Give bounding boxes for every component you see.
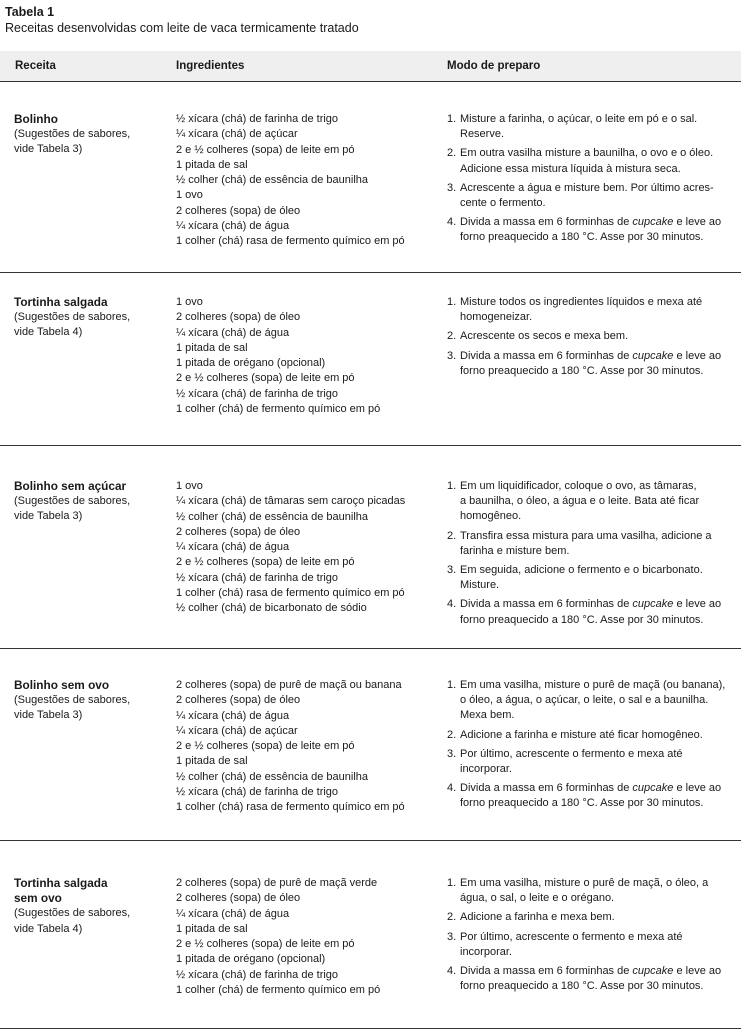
table-caption: [5, 4, 359, 36]
step-line: Acrescente os secos e mexa bem.: [460, 330, 629, 343]
step-line: Em seguida, adicione o fermento e o bicarbonato.: [460, 564, 703, 577]
row-divider: [0, 840, 741, 841]
ingredient-item: 1 colher (chá) rasa de fermento químico em pó: [176, 587, 405, 600]
method-step: [447, 479, 741, 525]
method-step: [447, 964, 741, 994]
recipe-cell: [14, 678, 164, 724]
header-recipe: Receita: [15, 60, 56, 72]
step-number: 1.: [447, 296, 457, 308]
step-line: forno preaquecido a 180 °C. Asse por 30 minutos.: [460, 364, 704, 377]
ingredient-item: ¼ xícara (chá) de açúcar: [176, 724, 298, 737]
ingredient-item: ¼ xícara (chá) de água: [176, 709, 290, 722]
method-steps: [447, 678, 741, 816]
step-line: farinha e misture bem.: [460, 544, 570, 557]
method-step: [447, 597, 741, 627]
step-line: Em um liquidificador, coloque o ovo, as tâmaras,: [460, 480, 697, 492]
method-step: [447, 295, 741, 325]
step-number: 3.: [447, 747, 457, 760]
method-step: [447, 181, 741, 211]
step-text: Divida a massa em 6 forminhas de: [460, 965, 633, 978]
method-step: [447, 112, 741, 142]
step-line: [460, 964, 741, 979]
method-step: [447, 781, 741, 811]
table-title: Tabela 1: [5, 5, 55, 19]
ingredient-item: 1 ovo: [176, 296, 203, 308]
ingredient-item: 2 colheres (sopa) de óleo: [176, 525, 301, 538]
step-line: incorporar.: [460, 763, 512, 776]
row-divider: [0, 1028, 741, 1029]
ingredient-item: 1 pitada de sal: [176, 158, 248, 171]
ingredient-item: ¼ xícara (chá) de água: [176, 541, 290, 554]
step-line: Em uma vasilha, misture o purê de maçã, o óleo, a: [460, 877, 709, 889]
step-line: Misture.: [460, 579, 500, 592]
header-ingredients: Ingredientes: [176, 60, 245, 72]
row-divider: [0, 648, 741, 649]
step-text: Divida a massa em 6 forminhas de: [460, 349, 633, 362]
method-step: [447, 728, 741, 743]
step-number: 4.: [447, 965, 457, 978]
recipe-name: Bolinho sem ovo: [14, 678, 110, 692]
ingredient-item: 2 colheres (sopa) de óleo: [176, 311, 301, 324]
step-text-italic: cupcake: [632, 598, 674, 611]
step-line: Misture todos os ingredientes líquidos e mexa até: [460, 296, 703, 308]
step-line: cente o fermento.: [460, 197, 546, 210]
step-line: Reserve.: [460, 128, 505, 141]
recipe-name: sem ovo: [14, 891, 62, 906]
recipe-name: Bolinho: [14, 112, 58, 126]
step-text: e leve ao: [673, 349, 722, 362]
step-number: 2.: [447, 911, 457, 924]
ingredient-item: 1 pitada de sal: [176, 755, 248, 768]
ingredient-item: 1 pitada de orégano (opcional): [176, 357, 326, 370]
step-line: o óleo, a água, o açúcar, o leite, o sal e a baunilha.: [460, 694, 709, 707]
ingredient-item: 1 colher (chá) de fermento químico em pó: [176, 403, 381, 416]
recipe-name: Tortinha salgada: [14, 876, 108, 890]
ingredient-item: ½ xícara (chá) de farinha de trigo: [176, 113, 339, 125]
step-number: 4.: [447, 782, 457, 795]
ingredient-item: 2 colheres (sopa) de purê de maçã ou banana: [176, 679, 402, 691]
recipe-cell: [14, 295, 164, 341]
step-line: Transfira essa mistura para uma vasilha, adicione a: [460, 529, 712, 542]
step-text-italic: cupcake: [632, 349, 674, 362]
recipe-name: Bolinho sem açúcar: [14, 479, 127, 493]
step-line: Adicione a farinha e mexa bem.: [460, 911, 615, 924]
ingredient-item: 2 colheres (sopa) de óleo: [176, 694, 301, 707]
step-number: 2.: [447, 529, 457, 542]
ingredients-list: [176, 112, 436, 250]
step-number: 1.: [447, 113, 457, 125]
method-step: [447, 529, 741, 559]
step-line: Mexa bem.: [460, 709, 515, 722]
method-step: [447, 930, 741, 960]
step-line: [460, 349, 741, 364]
table-header: [0, 51, 741, 81]
ingredients-list: [176, 678, 436, 816]
step-line: a baunilha, o óleo, a água e o leite. Bata até ficar: [460, 495, 700, 508]
ingredient-item: 2 colheres (sopa) de óleo: [176, 204, 301, 217]
step-number: 3.: [447, 564, 457, 577]
ingredient-item: 2 e ½ colheres (sopa) de leite em pó: [176, 143, 355, 156]
method-step: [447, 329, 741, 344]
ingredient-item: ½ colher (chá) de essência de baunilha: [176, 174, 369, 187]
step-text-italic: cupcake: [632, 782, 674, 795]
step-number: 1.: [447, 480, 457, 492]
method-steps: [447, 295, 741, 383]
step-text: e leve ao: [673, 216, 722, 229]
method-step: [447, 349, 741, 379]
ingredient-item: 1 colher (chá) rasa de fermento químico em pó: [176, 801, 405, 814]
ingredient-item: ½ xícara (chá) de farinha de trigo: [176, 968, 339, 981]
step-text: Divida a massa em 6 forminhas de: [460, 598, 633, 611]
step-line: forno preaquecido a 180 °C. Asse por 30 minutos.: [460, 980, 704, 993]
header-bottom-rule: [0, 81, 741, 82]
method-step: [447, 215, 741, 245]
recipe-cell: [14, 112, 164, 158]
step-line: homogeneizar.: [460, 311, 533, 324]
ingredient-item: 1 pitada de orégano (opcional): [176, 953, 326, 966]
ingredient-item: ¼ xícara (chá) de açúcar: [176, 128, 298, 141]
step-number: 3.: [447, 930, 457, 943]
method-step: [447, 678, 741, 724]
step-line: forno preaquecido a 180 °C. Asse por 30 minutos.: [460, 231, 704, 244]
step-number: 2.: [447, 147, 457, 160]
step-line: Em outra vasilha misture a baunilha, o ovo e o óleo.: [460, 147, 714, 160]
ingredient-item: 2 e ½ colheres (sopa) de leite em pó: [176, 938, 355, 951]
step-line: Adicione a farinha e misture até ficar homogêneo.: [460, 728, 703, 741]
ingredient-item: ¼ xícara (chá) de tâmaras sem caroço picadas: [176, 495, 406, 508]
row-divider: [0, 445, 741, 446]
recipe-cell: [14, 479, 164, 525]
step-number: 3.: [447, 349, 457, 362]
ingredient-item: ½ xícara (chá) de farinha de trigo: [176, 387, 339, 400]
ingredient-item: 1 colher (chá) de fermento químico em pó: [176, 984, 381, 997]
ingredient-item: ½ colher (chá) de bicarbonato de sódio: [176, 602, 367, 615]
step-text: e leve ao: [673, 598, 722, 611]
step-line: forno preaquecido a 180 °C. Asse por 30 minutos.: [460, 613, 704, 626]
recipe-note: (Sugestões de sabores,: [14, 311, 131, 324]
step-line: Misture a farinha, o açúcar, o leite em pó e o sal.: [460, 113, 698, 125]
step-line: Por último, acrescente o fermento e mexa até: [460, 747, 683, 760]
method-steps: [447, 479, 741, 632]
method-step: [447, 747, 741, 777]
recipe-note: (Sugestões de sabores,: [14, 907, 131, 920]
recipe-name: Tortinha salgada: [14, 295, 108, 309]
step-number: 1.: [447, 877, 457, 889]
ingredient-item: 1 pitada de sal: [176, 341, 248, 354]
step-line: forno preaquecido a 180 °C. Asse por 30 minutos.: [460, 797, 704, 810]
step-text: Divida a massa em 6 forminhas de: [460, 216, 633, 229]
step-line: [460, 781, 741, 796]
step-line: [460, 597, 741, 612]
method-step: [447, 876, 741, 906]
method-step: [447, 146, 741, 176]
step-text: Divida a massa em 6 forminhas de: [460, 782, 633, 795]
ingredients-list: [176, 295, 436, 417]
ingredients-list: [176, 479, 436, 617]
ingredient-item: 2 colheres (sopa) de purê de maçã verde: [176, 877, 378, 889]
ingredient-item: 1 ovo: [176, 480, 203, 492]
ingredients-list: [176, 876, 436, 998]
row-divider: [0, 272, 741, 273]
recipe-note: (Sugestões de sabores,: [14, 694, 131, 707]
ingredient-item: 2 colheres (sopa) de óleo: [176, 892, 301, 905]
step-number: 4.: [447, 598, 457, 611]
ingredient-item: 1 ovo: [176, 189, 203, 202]
step-line: Adicione essa mistura líquida à mistura seca.: [460, 162, 681, 175]
recipe-note: vide Tabela 4): [14, 922, 83, 935]
recipe-note: vide Tabela 4): [14, 326, 83, 339]
step-line: incorporar.: [460, 945, 512, 958]
recipe-cell: [14, 876, 164, 937]
ingredient-item: 1 pitada de sal: [176, 922, 248, 935]
recipe-note: vide Tabela 3): [14, 143, 83, 156]
ingredient-item: ¼ xícara (chá) de água: [176, 326, 290, 339]
step-number: 3.: [447, 181, 457, 194]
step-line: Em uma vasilha, misture o purê de maçã (ou banana),: [460, 679, 726, 691]
step-number: 4.: [447, 216, 457, 229]
ingredient-item: ¼ xícara (chá) de água: [176, 220, 290, 233]
ingredient-item: 1 colher (chá) rasa de fermento químico em pó: [176, 235, 405, 248]
step-number: 1.: [447, 679, 457, 691]
step-text-italic: cupcake: [632, 965, 674, 978]
method-steps: [447, 112, 741, 250]
method-step: [447, 563, 741, 593]
recipe-note: (Sugestões de sabores,: [14, 128, 131, 141]
ingredient-item: 2 e ½ colheres (sopa) de leite em pó: [176, 740, 355, 753]
ingredient-item: ½ xícara (chá) de farinha de trigo: [176, 786, 339, 799]
header-method: Modo de preparo: [447, 60, 541, 72]
recipe-note: vide Tabela 3): [14, 709, 83, 722]
ingredient-item: ¼ xícara (chá) de água: [176, 907, 290, 920]
step-text: e leve ao: [673, 965, 722, 978]
ingredient-item: ½ xícara (chá) de farinha de trigo: [176, 571, 339, 584]
step-number: 2.: [447, 330, 457, 343]
step-line: homogêneo.: [460, 510, 522, 523]
ingredient-item: ½ colher (chá) de essência de baunilha: [176, 510, 369, 523]
step-line: água, o sal, o leite e o orégano.: [460, 892, 615, 905]
step-number: 2.: [447, 728, 457, 741]
step-line: Por último, acrescente o fermento e mexa até: [460, 930, 683, 943]
ingredient-item: ½ colher (chá) de essência de baunilha: [176, 770, 369, 783]
step-line: Acrescente a água e misture bem. Por último acres-: [460, 181, 714, 194]
table-subtitle: Receitas desenvolvidas com leite de vaca termicamente tratado: [5, 21, 359, 35]
method-step: [447, 910, 741, 925]
step-line: [460, 215, 741, 230]
recipe-note: (Sugestões de sabores,: [14, 495, 131, 508]
step-text-italic: cupcake: [632, 216, 674, 229]
method-steps: [447, 876, 741, 998]
recipe-note: vide Tabela 3): [14, 510, 83, 523]
ingredient-item: 2 e ½ colheres (sopa) de leite em pó: [176, 556, 355, 569]
step-text: e leve ao: [673, 782, 722, 795]
ingredient-item: 2 e ½ colheres (sopa) de leite em pó: [176, 372, 355, 385]
